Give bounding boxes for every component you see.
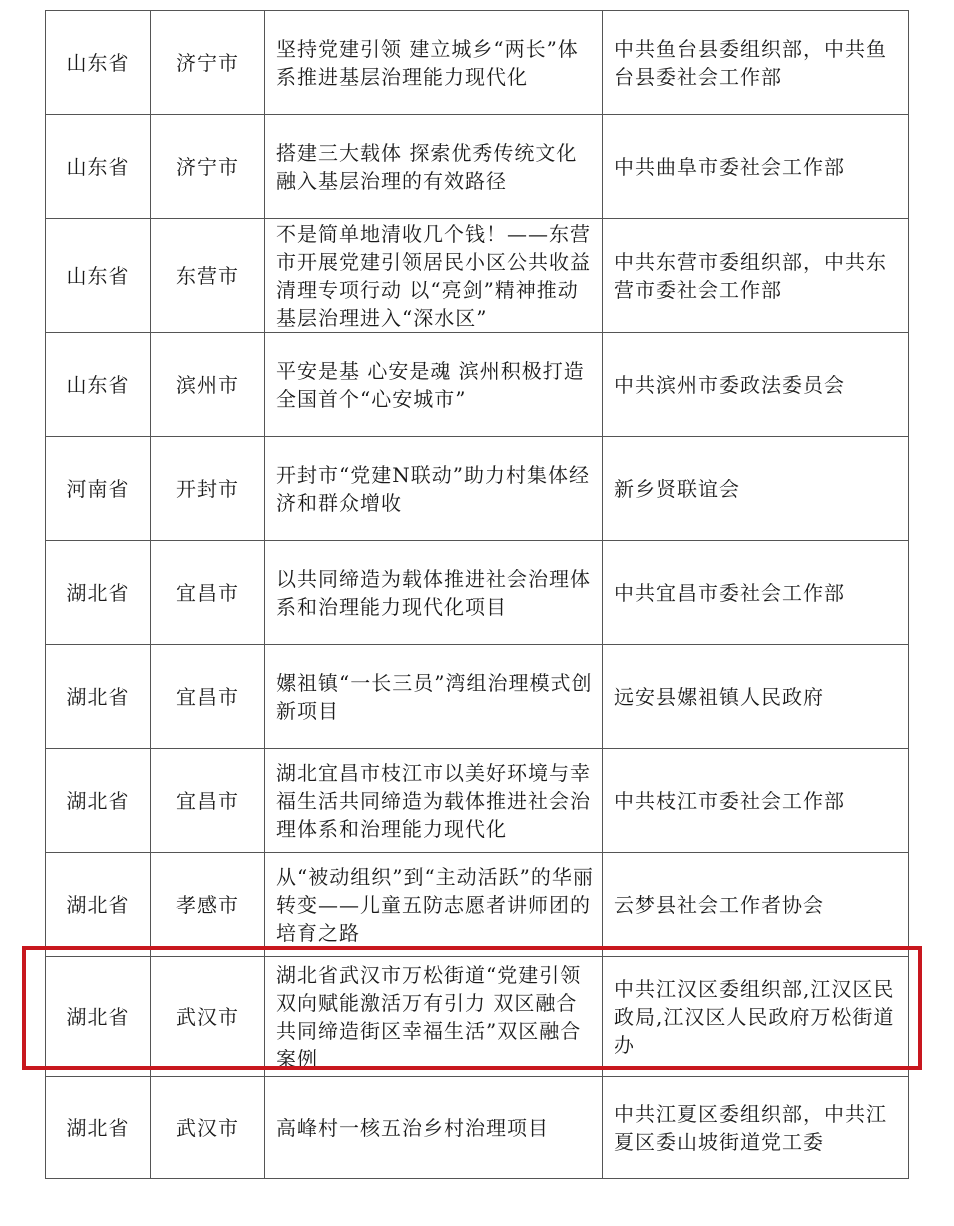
project-cell: 坚持党建引领 建立城乡“两长”体系推进基层治理能力现代化	[265, 11, 603, 115]
table-row	[46, 749, 909, 853]
unit-cell: 新乡贤联谊会	[603, 437, 909, 541]
province-cell: 湖北省	[46, 1077, 151, 1179]
unit-cell: 中共宜昌市委社会工作部	[603, 541, 909, 645]
table-row	[46, 1077, 909, 1179]
project-cell: 湖北省武汉市万松街道“党建引领双向赋能激活万有引力 双区融合共同缔造街区幸福生活”双区融合案例	[265, 957, 603, 1077]
project-cell: 嫘祖镇“一长三员”湾组治理模式创新项目	[265, 645, 603, 749]
project-cell: 搭建三大载体 探索优秀传统文化融入基层治理的有效路径	[265, 115, 603, 219]
table-row	[46, 333, 909, 437]
table-row	[46, 853, 909, 957]
unit-cell: 中共曲阜市委社会工作部	[603, 115, 909, 219]
project-cell: 平安是基 心安是魂 滨州积极打造全国首个“心安城市”	[265, 333, 603, 437]
province-cell: 河南省	[46, 437, 151, 541]
case-list-table	[45, 10, 909, 1179]
unit-cell: 中共江汉区委组织部,江汉区民政局,江汉区人民政府万松街道办	[603, 957, 909, 1077]
province-cell: 山东省	[46, 333, 151, 437]
city-cell: 武汉市	[151, 1077, 265, 1179]
province-cell: 湖北省	[46, 645, 151, 749]
city-cell: 东营市	[151, 219, 265, 333]
table-row	[46, 115, 909, 219]
city-cell: 开封市	[151, 437, 265, 541]
unit-cell: 中共东营市委组织部，中共东营市委社会工作部	[603, 219, 909, 333]
unit-cell: 中共枝江市委社会工作部	[603, 749, 909, 853]
unit-cell: 云梦县社会工作者协会	[603, 853, 909, 957]
unit-cell: 中共鱼台县委组织部，中共鱼台县委社会工作部	[603, 11, 909, 115]
province-cell: 湖北省	[46, 749, 151, 853]
province-cell: 山东省	[46, 11, 151, 115]
table-row-highlighted	[46, 957, 909, 1077]
city-cell: 济宁市	[151, 11, 265, 115]
province-cell: 湖北省	[46, 853, 151, 957]
city-cell: 宜昌市	[151, 645, 265, 749]
project-cell: 湖北宜昌市枝江市以美好环境与幸福生活共同缔造为载体推进社会治理体系和治理能力现代化	[265, 749, 603, 853]
city-cell: 济宁市	[151, 115, 265, 219]
project-cell: 以共同缔造为载体推进社会治理体系和治理能力现代化项目	[265, 541, 603, 645]
table-row	[46, 645, 909, 749]
province-cell: 湖北省	[46, 541, 151, 645]
city-cell: 滨州市	[151, 333, 265, 437]
table-row	[46, 11, 909, 115]
city-cell: 宜昌市	[151, 541, 265, 645]
table-row	[46, 219, 909, 333]
project-cell: 开封市“党建N联动”助力村集体经济和群众增收	[265, 437, 603, 541]
table-row	[46, 437, 909, 541]
project-cell: 高峰村一核五治乡村治理项目	[265, 1077, 603, 1179]
unit-cell: 中共滨州市委政法委员会	[603, 333, 909, 437]
city-cell: 孝感市	[151, 853, 265, 957]
city-cell: 宜昌市	[151, 749, 265, 853]
province-cell: 山东省	[46, 219, 151, 333]
province-cell: 山东省	[46, 115, 151, 219]
project-cell: 不是简单地清收几个钱！——东营市开展党建引领居民小区公共收益清理专项行动 以“亮剑”精神推动基层治理进入“深水区”	[265, 219, 603, 333]
province-cell: 湖北省	[46, 957, 151, 1077]
unit-cell: 远安县嫘祖镇人民政府	[603, 645, 909, 749]
city-cell: 武汉市	[151, 957, 265, 1077]
unit-cell: 中共江夏区委组织部，中共江夏区委山坡街道党工委	[603, 1077, 909, 1179]
project-cell: 从“被动组织”到“主动活跃”的华丽转变——儿童五防志愿者讲师团的培育之路	[265, 853, 603, 957]
table-row	[46, 541, 909, 645]
